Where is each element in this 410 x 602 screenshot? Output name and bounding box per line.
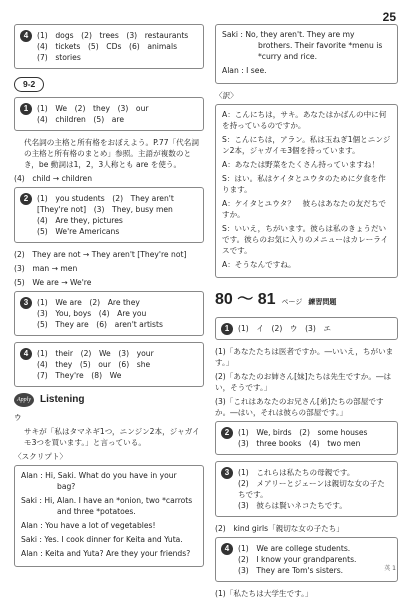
answer-line: (1) dogs (2) trees (3) restaurants [37,31,189,40]
answer-box-2 [14,187,204,243]
script-line: Alan : I see. [222,66,267,75]
left-column [14,24,204,573]
answer-line: (4) they (5) our (6) she [37,360,151,369]
answer-box-4a [14,24,204,69]
explanation: (3)「これはあなたのお兄さん[弟]たちの部屋ですか。―はい，それは彼らの部屋です。」 [215,397,384,418]
question-number: 4 [20,30,32,42]
explanation: (1)「私たちは大学生です。」 [215,589,313,599]
answer-box-r4 [215,537,398,582]
question-number: 4 [221,543,233,555]
explanation: (3) man → men [14,264,78,273]
question-number: 2 [20,193,32,205]
translation-line: A：そうなんですね。 [222,260,296,269]
script-line: Alan : You have a lot of vegetables! [21,520,156,530]
script-line: Saki : No, they aren't. They are my brothers. Their favorite *menu is *curry and rice. [222,30,383,61]
answer-line: (1) We are (2) Are they [37,298,140,307]
script-continued-box [215,24,398,84]
answer-line: (1) We, birds (2) some houses [238,428,368,438]
answer-line: (3) three books (4) two men [238,439,361,449]
script-line: Alan : Hi, Saki. What do you have in your bag? [21,470,177,491]
translation-line: A：こんにちは，サキ。あなたはかばんの中に何を持っているのですか。 [222,110,387,130]
explanation: 代名詞の主格と所有格をおぼえよう。P.77「代名詞の主格と所有格のまとめ」参照。主語が複数のとき，be 動詞は1，2，3人称とも are を使う。 [24,138,199,169]
answer-line: (1) you students (2) They aren't [37,194,174,203]
listening-heading [14,393,204,408]
answer-line: (1) their (2) We (3) your [37,349,154,358]
answer-line: (1) We (2) they (3) our [37,104,149,113]
listening-answer: ウ [14,412,22,422]
answer-line: (4) Are they, pictures [37,216,123,225]
right-column [215,24,398,602]
answer-line: (1) We are college students. [238,544,351,554]
answer-line: (2) メアリーとジェーンは親切な女の子たちです。 [238,479,385,500]
answer-line: (1) イ (2) ウ (3) エ [238,324,332,334]
answer-line: [They're not] (3) They, busy men [37,205,173,214]
question-number: 1 [221,323,233,335]
question-number: 1 [20,103,32,115]
explanation: (1)「あなたたちは医者ですか。―いいえ，ちがいます。」 [215,347,394,368]
script-line: Alan : Keita and Yuta? Are they your friends? [21,548,191,558]
answer-box-r2 [215,421,398,455]
answer-line: (3) 彼らは賢いネコたちです。 [238,501,347,511]
page-range: 80 ～ 81 [215,291,276,308]
question-number: 4 [20,348,32,360]
explanation: (2) They are not → They aren't [They're not] [14,250,187,259]
question-number: 3 [221,467,233,479]
answer-line: (5) We're Americans [37,227,120,236]
answer-line: (2) I know your grandparents. [238,555,357,565]
explanation: (2)「あなたのお姉さん[妹]たちは先生ですか。―はい，そうです。」 [215,372,392,393]
answer-line: (4) tickets (5) CDs (6) animals [37,42,178,51]
page-range-heading [215,288,398,311]
answer-line: (3) You, boys (4) Are you [37,309,147,318]
exercise-label: 練習問題 [308,298,337,306]
explanation: (4) child → children [14,174,93,183]
question-number: 2 [221,427,233,439]
answer-box-r1 [215,317,398,340]
translation-box [215,104,398,278]
page-number: 25 [382,10,396,24]
footer-label: 英 1 [384,565,396,573]
answer-line: (3) They are Tom's sisters. [238,566,344,576]
script-box [14,465,204,567]
answer-line: (5) They are (6) aren't artists [37,320,163,329]
listening-explanation: サキが「私はタマネギ1つ，ニンジン2本，ジャガイモ3つを買います。」と言っている。 [24,426,200,447]
answer-box-3 [14,291,204,336]
answer-line: (7) stories [37,53,81,62]
script-line: Saki : Hi, Alan. I have an *onion, two *carrots and three *potatoes. [21,495,193,516]
answer-box-r3 [215,461,398,517]
answer-line: (1) これらは私たちの母親です。 [238,468,355,478]
answer-box-1 [14,97,204,131]
explanation: (2) kind girls「親切な女の子たち」 [215,524,344,534]
question-number: 3 [20,297,32,309]
translation-line: S：こんにちは，アラン。私は玉ねぎ1個とニンジン2本，ジャガイモ3個を持っています。 [222,135,391,155]
script-line: Saki : Yes. I cook dinner for Keita and Yuta. [21,534,183,544]
explanation: (5) We are → We're [14,278,92,287]
translation-label: 〈訳〉 [215,91,238,100]
answer-line: (7) They're (8) We [37,371,122,380]
apply-badge-icon: Apply [14,393,34,407]
translation-line: S：はい。私はケイタとユウタのために夕食を作ります。 [222,174,386,194]
section-heading: 9-2 [14,77,44,92]
page-suffix: ページ [281,298,303,306]
answer-line: (4) children (5) are [37,115,125,124]
script-label: 〈スクリプト〉 [14,451,68,461]
translation-line: A：あなたは野菜をたくさん持っていますね！ [222,160,380,169]
answer-box-4b [14,342,204,387]
listening-title: Listening [40,394,85,405]
translation-line: S：いいえ，ちがいます。彼らは私のきょうだいです。彼らのお気に入りのメニューはカレーライスです。 [222,224,389,255]
translation-line: A：ケイタとユウタ？ 彼らはあなたの友だちですか。 [222,199,386,219]
